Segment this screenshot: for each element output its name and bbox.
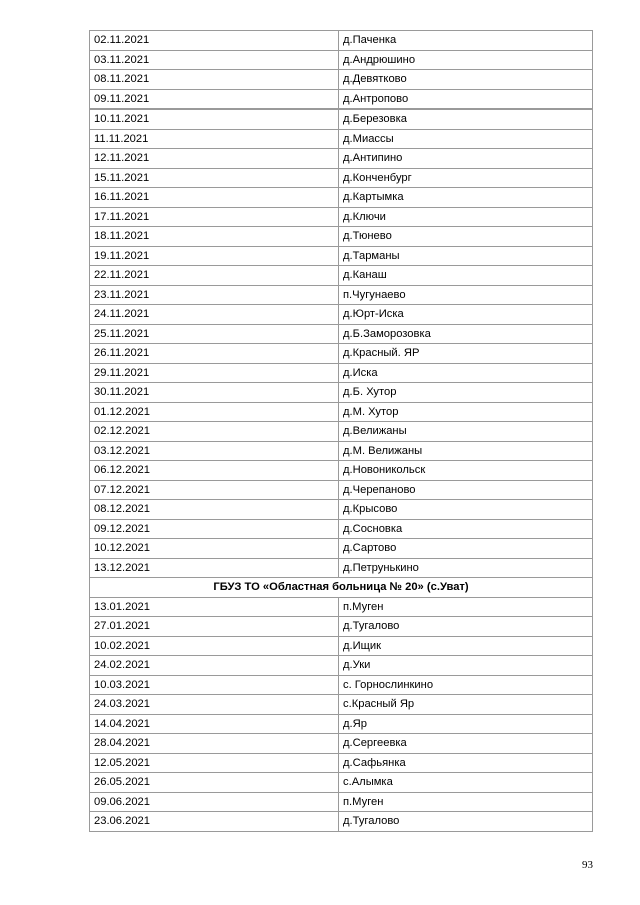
table-row	[90, 383, 593, 403]
date-cell: 10.12.2021	[90, 539, 339, 559]
settlement-cell: д.Картымка	[339, 188, 593, 208]
settlement-cell: д.М. Хутор	[339, 402, 593, 422]
date-cell: 26.11.2021	[90, 344, 339, 364]
date-cell: 17.11.2021	[90, 207, 339, 227]
table-row	[90, 753, 593, 773]
date-cell: 23.11.2021	[90, 285, 339, 305]
date-cell: 03.11.2021	[90, 50, 339, 70]
date-cell: 10.02.2021	[90, 636, 339, 656]
table-row	[90, 285, 593, 305]
date-cell: 10.03.2021	[90, 675, 339, 695]
settlement-cell: д.Сергеевка	[339, 734, 593, 754]
settlement-cell: д.Тугалово	[339, 812, 593, 832]
settlement-cell: д.Крысово	[339, 500, 593, 520]
table-row	[90, 149, 593, 169]
date-cell: 13.01.2021	[90, 597, 339, 617]
page-number: 93	[582, 859, 593, 871]
date-cell: 02.11.2021	[90, 31, 339, 51]
table-row	[90, 168, 593, 188]
table-row	[90, 617, 593, 637]
table-row	[90, 227, 593, 247]
schedule-table	[89, 30, 593, 832]
settlement-cell: д.Красный. ЯР	[339, 344, 593, 364]
date-cell: 07.12.2021	[90, 480, 339, 500]
date-cell: 02.12.2021	[90, 422, 339, 442]
date-cell: 03.12.2021	[90, 441, 339, 461]
table-row	[90, 129, 593, 149]
settlement-cell: д.Андрюшино	[339, 50, 593, 70]
table-row	[90, 188, 593, 208]
settlement-cell: д.Ключи	[339, 207, 593, 227]
table-row	[90, 792, 593, 812]
table-row	[90, 31, 593, 51]
settlement-cell: д.Сафьянка	[339, 753, 593, 773]
date-cell: 23.06.2021	[90, 812, 339, 832]
settlement-cell: д.Березовка	[339, 109, 593, 129]
settlement-cell: п.Чугунаево	[339, 285, 593, 305]
date-cell: 09.11.2021	[90, 89, 339, 109]
settlement-cell: д.М. Велижаны	[339, 441, 593, 461]
date-cell: 24.11.2021	[90, 305, 339, 325]
date-cell: 15.11.2021	[90, 168, 339, 188]
settlement-cell: д.Тюнево	[339, 227, 593, 247]
date-cell: 12.11.2021	[90, 149, 339, 169]
date-cell: 25.11.2021	[90, 324, 339, 344]
date-cell: 22.11.2021	[90, 266, 339, 286]
date-cell: 29.11.2021	[90, 363, 339, 383]
table-row	[90, 207, 593, 227]
table-row	[90, 812, 593, 832]
table-row	[90, 422, 593, 442]
settlement-cell: д.Иска	[339, 363, 593, 383]
settlement-cell: д.Паченка	[339, 31, 593, 51]
date-cell: 18.11.2021	[90, 227, 339, 247]
table-row	[90, 461, 593, 481]
settlement-cell: д.Тугалово	[339, 617, 593, 637]
date-cell: 19.11.2021	[90, 246, 339, 266]
date-cell: 08.12.2021	[90, 500, 339, 520]
table-row	[90, 305, 593, 325]
table-row	[90, 500, 593, 520]
table-row	[90, 519, 593, 539]
settlement-cell: д.Петрунькино	[339, 558, 593, 578]
settlement-cell: д.Б. Хутор	[339, 383, 593, 403]
settlement-cell: с.Алымка	[339, 773, 593, 793]
table-row	[90, 344, 593, 364]
table-row	[90, 70, 593, 90]
date-cell: 27.01.2021	[90, 617, 339, 637]
date-cell: 11.11.2021	[90, 129, 339, 149]
settlement-cell: д.Яр	[339, 714, 593, 734]
table-row	[90, 597, 593, 617]
table-row	[90, 675, 593, 695]
schedule-table-body	[90, 31, 593, 832]
table-row	[90, 539, 593, 559]
date-cell: 09.12.2021	[90, 519, 339, 539]
date-cell: 13.12.2021	[90, 558, 339, 578]
table-row	[90, 656, 593, 676]
date-cell: 14.04.2021	[90, 714, 339, 734]
settlement-cell: д.Антипино	[339, 149, 593, 169]
table-row	[90, 714, 593, 734]
table-row	[90, 50, 593, 70]
date-cell: 06.12.2021	[90, 461, 339, 481]
settlement-cell: д.Юрт-Иска	[339, 305, 593, 325]
settlement-cell: д.Черепаново	[339, 480, 593, 500]
date-cell: 08.11.2021	[90, 70, 339, 90]
table-row	[90, 734, 593, 754]
settlement-cell: с. Горнослинкино	[339, 675, 593, 695]
settlement-cell: д.Б.Заморозовка	[339, 324, 593, 344]
table-row	[90, 109, 593, 129]
settlement-cell: д.Девятково	[339, 70, 593, 90]
date-cell: 12.05.2021	[90, 753, 339, 773]
settlement-cell: д.Уки	[339, 656, 593, 676]
section-header-row	[90, 578, 593, 598]
table-row	[90, 636, 593, 656]
date-cell: 09.06.2021	[90, 792, 339, 812]
date-cell: 16.11.2021	[90, 188, 339, 208]
table-row	[90, 558, 593, 578]
settlement-cell: д.Канаш	[339, 266, 593, 286]
table-row	[90, 402, 593, 422]
date-cell: 30.11.2021	[90, 383, 339, 403]
table-row	[90, 89, 593, 109]
settlement-cell: д.Тарманы	[339, 246, 593, 266]
settlement-cell: д.Новоникольск	[339, 461, 593, 481]
date-cell: 01.12.2021	[90, 402, 339, 422]
settlement-cell: д.Сартово	[339, 539, 593, 559]
date-cell: 24.03.2021	[90, 695, 339, 715]
settlement-cell: п.Муген	[339, 597, 593, 617]
settlement-cell: д.Конченбург	[339, 168, 593, 188]
settlement-cell: д.Ищик	[339, 636, 593, 656]
date-cell: 26.05.2021	[90, 773, 339, 793]
settlement-cell: д.Миассы	[339, 129, 593, 149]
date-cell: 10.11.2021	[90, 109, 339, 129]
settlement-cell: д.Велижаны	[339, 422, 593, 442]
settlement-cell: п.Муген	[339, 792, 593, 812]
table-row	[90, 773, 593, 793]
table-row	[90, 695, 593, 715]
section-title: ГБУЗ ТО «Областная больница № 20» (с.Уват)	[90, 578, 593, 598]
table-row	[90, 246, 593, 266]
settlement-cell: д.Сосновка	[339, 519, 593, 539]
date-cell: 28.04.2021	[90, 734, 339, 754]
table-row	[90, 324, 593, 344]
settlement-cell: с.Красный Яр	[339, 695, 593, 715]
table-row	[90, 363, 593, 383]
settlement-cell: д.Антропово	[339, 89, 593, 109]
table-row	[90, 266, 593, 286]
date-cell: 24.02.2021	[90, 656, 339, 676]
table-row	[90, 441, 593, 461]
table-row	[90, 480, 593, 500]
